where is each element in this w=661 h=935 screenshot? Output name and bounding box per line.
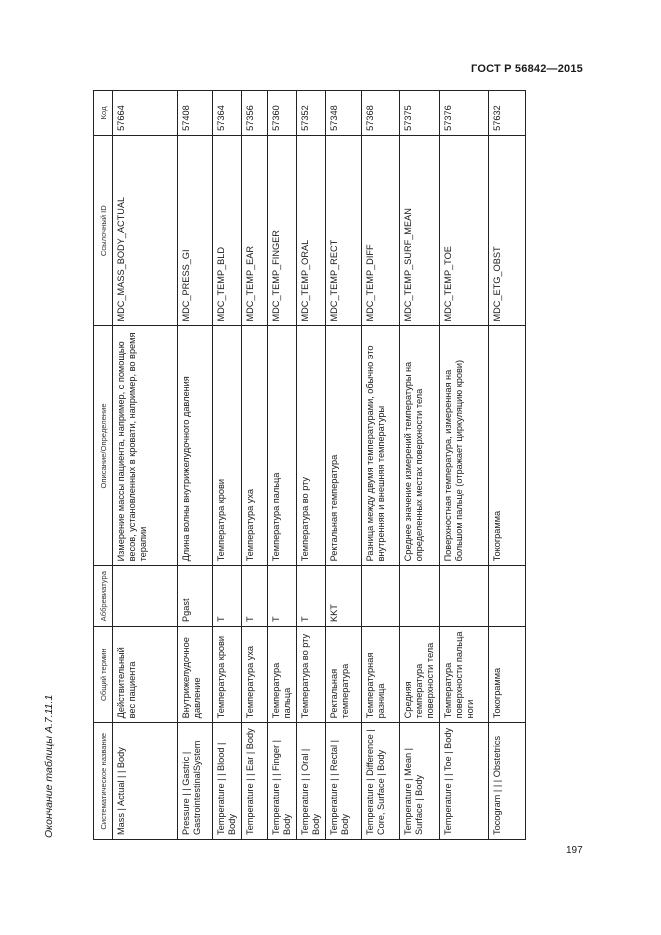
table-cell: Pressure | | Gastric | GastrointestinalSystem bbox=[178, 723, 213, 840]
table-cell: 57348 bbox=[326, 91, 362, 136]
column-header: Общий термин bbox=[94, 626, 113, 722]
table-cell: MDC_ETG_OBST bbox=[489, 135, 526, 326]
table-cell: 57356 bbox=[242, 91, 268, 136]
table-cell: MDC_TEMP_TOE bbox=[440, 135, 489, 326]
table-cell: Температура уха bbox=[242, 626, 268, 722]
table-cell: 57664 bbox=[113, 91, 178, 136]
table-cell: MDC_PRESS_GI bbox=[178, 135, 213, 326]
table-cell: Температура крови bbox=[213, 326, 242, 566]
table-cell bbox=[489, 566, 526, 627]
table-cell bbox=[362, 566, 400, 627]
rotated-table-frame bbox=[40, 90, 585, 840]
table-cell: Температурная разница bbox=[362, 626, 400, 722]
table-cell: MDC_TEMP_SURF_MEAN bbox=[400, 135, 440, 326]
table-cell: Средняя температура поверхности тела bbox=[400, 626, 440, 722]
table-cell: MDC_TEMP_EAR bbox=[242, 135, 268, 326]
table-cell: Temperature | | Blood | Body bbox=[213, 723, 242, 840]
table-cell: Температура во рту bbox=[297, 326, 326, 566]
column-header: Описание/Определение bbox=[94, 326, 113, 566]
table-cell bbox=[113, 566, 178, 627]
table-cell: Температура уха bbox=[242, 326, 268, 566]
page-number: 197 bbox=[566, 845, 583, 856]
table-cell: Temperature | | Rectal | Body bbox=[326, 723, 362, 840]
data-table bbox=[93, 90, 526, 840]
table-cell: KKT bbox=[326, 566, 362, 627]
column-header: Аббревиатура bbox=[94, 566, 113, 627]
table-cell: Mass | Actual | | Body bbox=[113, 723, 178, 840]
standard-code: ГОСТ Р 56842—2015 bbox=[471, 63, 583, 75]
table-header-row bbox=[94, 91, 113, 840]
table-cell: Temperature | | Ear | Body bbox=[242, 723, 268, 840]
table-cell: Pgast bbox=[178, 566, 213, 627]
table-row bbox=[242, 91, 268, 840]
table-cell: T bbox=[242, 566, 268, 627]
table-caption: Окончание таблицы А.7.11.1 bbox=[43, 694, 55, 838]
table-cell: Температура поверхности пальца ноги bbox=[440, 626, 489, 722]
table-cell: Temperature | Difference | Core, Surface | Body bbox=[362, 723, 400, 840]
table-cell: 57632 bbox=[489, 91, 526, 136]
table-row bbox=[213, 91, 242, 840]
table-cell: Temperature | | Oral | Body bbox=[297, 723, 326, 840]
table-cell: Внутрижелудочное давление bbox=[178, 626, 213, 722]
rotated-table-area bbox=[40, 90, 585, 840]
table-cell: Поверхностная температура, измеренная на большом пальце (отражает циркуляцию крови) bbox=[440, 326, 489, 566]
table-cell: Температура пальца bbox=[268, 326, 297, 566]
table-cell: MDC_TEMP_FINGER bbox=[268, 135, 297, 326]
table-cell: Температура крови bbox=[213, 626, 242, 722]
table-cell: MDC_TEMP_BLD bbox=[213, 135, 242, 326]
table-row bbox=[178, 91, 213, 840]
table-cell: 57376 bbox=[440, 91, 489, 136]
table-cell: 57360 bbox=[268, 91, 297, 136]
table-cell: 57368 bbox=[362, 91, 400, 136]
table-cell: T bbox=[268, 566, 297, 627]
table-row bbox=[489, 91, 526, 840]
table-row bbox=[113, 91, 178, 840]
table-cell: Токограмма bbox=[489, 326, 526, 566]
table-cell: Temperature | Mean | Surface | Body bbox=[400, 723, 440, 840]
table-row bbox=[297, 91, 326, 840]
table-row bbox=[440, 91, 489, 840]
table-cell: 57375 bbox=[400, 91, 440, 136]
table-row bbox=[362, 91, 400, 840]
column-header: Систематическое название bbox=[94, 723, 113, 840]
table-cell bbox=[440, 566, 489, 627]
table-cell: MDC_TEMP_ORAL bbox=[297, 135, 326, 326]
column-header: Ссылочный ID bbox=[94, 135, 113, 326]
table-row bbox=[326, 91, 362, 840]
table-cell: 57352 bbox=[297, 91, 326, 136]
table-cell bbox=[400, 566, 440, 627]
table-cell: 57408 bbox=[178, 91, 213, 136]
table-cell: Измерение массы пациента, например, с помощью весов, установленных в кровати, например, во время терапии bbox=[113, 326, 178, 566]
table-cell: Temperature | | Finger | Body bbox=[268, 723, 297, 840]
table-cell: Температура пальца bbox=[268, 626, 297, 722]
table-cell: Действительный вес пациента bbox=[113, 626, 178, 722]
table-cell: Температура во рту bbox=[297, 626, 326, 722]
table-cell: Среднее значение измерений температуры на определенных местах поверхности тела bbox=[400, 326, 440, 566]
table-cell: MDC_MASS_BODY_ACTUAL bbox=[113, 135, 178, 326]
table-cell: Ректальная температура bbox=[326, 326, 362, 566]
table-cell: Tocogram | | | Obstetrics bbox=[489, 723, 526, 840]
table-cell: Temperature | | Toe | Body bbox=[440, 723, 489, 840]
table-cell: 57364 bbox=[213, 91, 242, 136]
table-cell: Ректальная температура bbox=[326, 626, 362, 722]
table-cell: Длина волны внутрижелудочного давления bbox=[178, 326, 213, 566]
table-cell: T bbox=[213, 566, 242, 627]
table-cell: Разница между двумя температурами, обычно это внутренняя и внешняя температуры bbox=[362, 326, 400, 566]
table-cell: MDC_TEMP_RECT bbox=[326, 135, 362, 326]
table-cell: Токограмма bbox=[489, 626, 526, 722]
table-row bbox=[268, 91, 297, 840]
table-cell: T bbox=[297, 566, 326, 627]
table-row bbox=[400, 91, 440, 840]
column-header: Код bbox=[94, 91, 113, 136]
table-cell: MDC_TEMP_DIFF bbox=[362, 135, 400, 326]
